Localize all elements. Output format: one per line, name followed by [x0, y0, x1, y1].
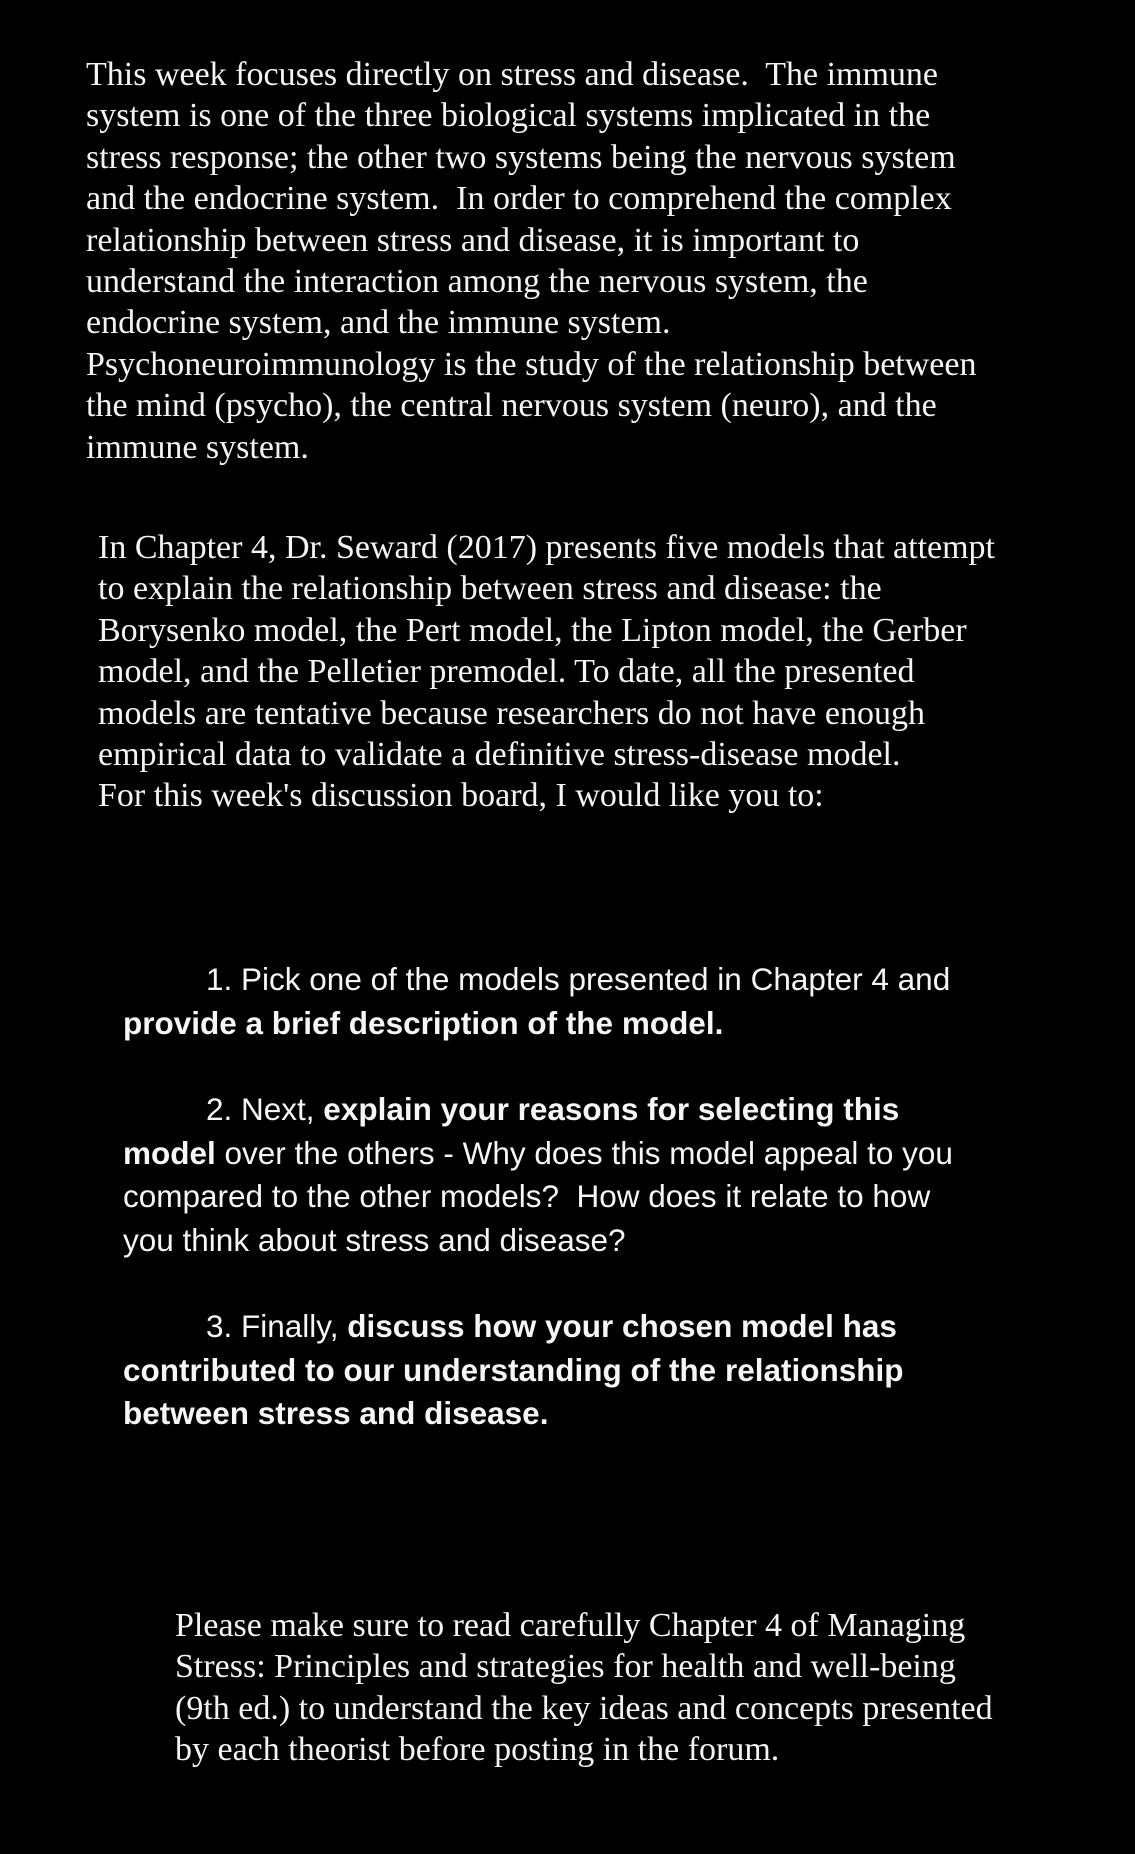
task-item-3 — [123, 1305, 903, 1436]
text-line: In Chapter 4, Dr. Seward (2017) presents five models that attempt — [98, 529, 995, 566]
emphasized-text: provide a brief description of the model. — [123, 1004, 724, 1041]
task-line — [123, 958, 950, 1002]
emphasized-text: discuss how your chosen model has — [347, 1308, 897, 1344]
text-line: model, and the Pelletier premodel. To date, all the presented — [98, 653, 915, 691]
emphasized-text: between stress and disease. — [123, 1395, 549, 1431]
task-line — [123, 1392, 903, 1436]
text-segment: 2. Next, — [206, 1091, 324, 1127]
text-line: This week focuses directly on stress and disease. The immune — [86, 56, 938, 93]
text-line: relationship between stress and disease, it is important to — [86, 221, 860, 259]
reading-note-paragraph — [175, 1605, 993, 1771]
emphasized-text: contributed to our understanding of the relationship — [123, 1351, 904, 1388]
intro-paragraph — [86, 54, 976, 468]
task-item-1 — [123, 958, 950, 1045]
models-paragraph — [98, 527, 995, 817]
task-line — [123, 1002, 950, 1046]
text-line: to explain the relationship between stress and disease: the — [98, 570, 882, 608]
text-line: For this week's discussion board, I would like you to: — [98, 777, 824, 815]
text-line: and the endocrine system. In order to comprehend the complex — [86, 180, 952, 218]
text-line: Psychoneuroimmunology is the study of the relationship between — [86, 345, 977, 383]
task-item-2 — [123, 1088, 953, 1262]
text-line: endocrine system, and the immune system. — [86, 304, 671, 342]
text-segment: compared to the other models? How does it relate to how — [123, 1178, 931, 1214]
text-line: Stress: Principles and strategies for health and well-being — [175, 1648, 956, 1686]
emphasized-text: model — [123, 1134, 216, 1171]
text-line: by each theorist before posting in the forum. — [175, 1731, 780, 1769]
text-line: the mind (psycho), the central nervous system (neuro), and the — [86, 387, 937, 425]
text-line: Please make sure to read carefully Chapter 4 of Managing — [175, 1607, 966, 1644]
emphasized-text: explain your reasons for selecting this — [323, 1091, 900, 1127]
task-line — [123, 1219, 953, 1263]
text-segment: over the others - Why does this model appeal to you — [215, 1134, 953, 1171]
text-segment: 3. Finally, — [206, 1308, 348, 1344]
text-line: understand the interaction among the nervous system, the — [86, 263, 868, 301]
text-segment: you think about stress and disease? — [123, 1221, 626, 1258]
text-line: (9th ed.) to understand the key ideas and concepts presented — [175, 1689, 993, 1727]
text-line: Borysenko model, the Pert model, the Lipton model, the Gerber — [98, 611, 967, 649]
task-line — [123, 1305, 903, 1349]
task-line — [123, 1175, 953, 1219]
text-segment: 1. Pick one of the models presented in Chapter 4 and — [206, 961, 951, 997]
task-line — [123, 1088, 953, 1132]
task-line — [123, 1349, 903, 1393]
text-line: system is one of the three biological systems implicated in the — [86, 97, 931, 135]
text-line: immune system. — [86, 428, 309, 466]
text-line: stress response; the other two systems being the nervous system — [86, 138, 956, 176]
task-line — [123, 1132, 953, 1176]
text-line: empirical data to validate a definitive stress-disease model. — [98, 736, 901, 774]
text-line: models are tentative because researchers do not have enough — [98, 694, 925, 732]
